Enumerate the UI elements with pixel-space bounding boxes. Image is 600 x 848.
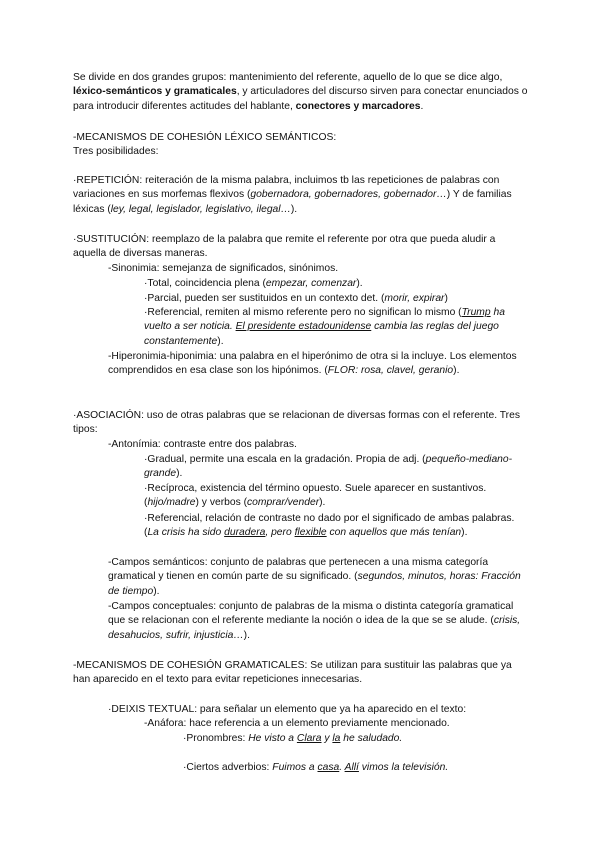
referencial-antonimia-example xyxy=(147,527,461,538)
campos-conceptuales-end: ). xyxy=(243,629,250,641)
intro-text-1: Se divide en dos grandes grupos: mantenimiento del referente, aquello de lo que se dice algo, xyxy=(73,72,503,83)
campos-conceptuales-item xyxy=(108,600,528,643)
repeticion-mid: ) Y de familias léxicas ( xyxy=(73,189,512,215)
adverbios-mid-1: Fuimos a xyxy=(272,762,318,773)
sinonimia-item: -Sinonimia: semejanza de significados, sinónimos. xyxy=(108,263,339,274)
gradual-text: ·Gradual, permite una escala en la gradación. Propia de adj. ( xyxy=(144,454,426,465)
total-end: ). xyxy=(356,278,363,289)
referencial-antonimia-end: ). xyxy=(461,527,468,539)
repeticion-text: ·REPETICIÓN: reiteración de la misma palabra, incluimos tb las repeticiones de palabras con variaciones en sus morfemas flexivos ( xyxy=(73,175,500,201)
intro-bold-conectores: conectores y marcadores xyxy=(295,100,421,112)
pronombres-mid-3: he saludado. xyxy=(340,733,403,744)
intro-bold-lexico: léxico-semánticos y gramaticales xyxy=(73,86,237,98)
campos-conceptuales-example: crisis, desahucios, sufrir, injusticia… xyxy=(108,615,521,641)
referencial-antonimia-mid-2: , pero xyxy=(265,527,295,539)
pronombres-mid-2: y xyxy=(321,733,333,744)
campos-semanticos-example: segundos, minutos, horas: Fracción de tiempo xyxy=(108,571,521,597)
total-text: ·Total, coincidencia plena ( xyxy=(144,278,266,289)
sustitucion-paragraph: ·SUSTITUCIÓN: reemplazo de la palabra que remite el referente por otra que pueda aludir a aquella de diversas maneras. xyxy=(73,234,496,260)
repeticion-example-2: ley, legal, legislador, legislativo, ilegal… xyxy=(110,203,291,215)
referencial-antonimia-item xyxy=(144,512,528,541)
intro-text-2: , y articuladores del discurso sirven para conectar enunciados o para introducir diferentes actitudes del hablante, xyxy=(73,86,528,112)
referencial-mid-1: ha vuelto a ser noticia. xyxy=(144,307,505,333)
pronombres-mid-1: He visto a xyxy=(248,733,297,744)
asociacion-paragraph: ·ASOCIACIÓN: uso de otras palabras que se relacionan de diversas formas con el referente. Tres tipos: xyxy=(73,410,520,436)
pronombres-underline-1: Clara xyxy=(296,733,322,744)
intro-paragraph xyxy=(73,71,528,114)
gradual-example: pequeño-mediano-grande xyxy=(144,454,513,480)
campos-conceptuales-text: -Campos conceptuales: conjunto de palabras de la misma o distinta categoría gramatical que se relacionan con el referente mediante la noción o idea de la que se se alude. ( xyxy=(108,601,514,627)
reciproca-item xyxy=(144,482,528,511)
referencial-end: ). xyxy=(217,335,224,347)
adverbios-label: ·Ciertos adverbios: xyxy=(183,762,273,773)
campos-semanticos-item xyxy=(108,556,528,599)
lexico-subheading: Tres posibilidades: xyxy=(73,146,159,157)
repeticion-example-1: gobernadora, gobernadores, gobernador… xyxy=(250,189,447,201)
gradual-item xyxy=(144,453,528,482)
antonimia-item: -Antonímia: contraste entre dos palabras. xyxy=(108,439,297,450)
parcial-example: morir, expirar xyxy=(384,293,445,304)
referencial-item xyxy=(144,306,528,349)
referencial-underline-2: El presidente estadounidense xyxy=(235,321,372,333)
campos-semanticos-end: ). xyxy=(153,585,160,597)
referencial-mid-2: cambia las reglas del juego constantemente xyxy=(144,321,499,347)
pronombres-example xyxy=(248,733,402,744)
reciproca-example-1: hijo/madre xyxy=(147,497,196,509)
referencial-underline-1: Trump xyxy=(461,307,491,318)
referencial-antonimia-mid-3: con aquellos que más tenían xyxy=(326,527,462,539)
adverbios-example xyxy=(272,762,448,773)
hiperonimia-text: -Hiperonimia-hiponimia: una palabra en el hiperónimo de otra si la incluye. Los elementos comprendidos en esa clase son los hipónimos. ( xyxy=(108,351,517,377)
gramatical-heading: -MECANISMOS DE COHESIÓN GRAMATICALES: Se utilizan para sustituir las palabras que ya han aparecido en el texto para evitar repeticiones innecesarias. xyxy=(73,660,512,686)
reciproca-mid: ) y verbos ( xyxy=(195,497,248,509)
deixis-item: ·DEIXIS TEXTUAL: para señalar un elemento que ya ha aparecido en el texto: xyxy=(108,704,467,715)
pronombres-underline-2: la xyxy=(332,733,341,744)
parcial-item xyxy=(144,292,528,306)
repeticion-end: ). xyxy=(290,203,298,215)
pronombres-item xyxy=(183,732,528,746)
adverbios-item xyxy=(183,761,528,775)
reciproca-example-2: comprar/vender xyxy=(247,497,320,509)
referencial-antonimia-mid-1: La crisis ha sido xyxy=(147,527,225,539)
hiperonimia-example: FLOR: rosa, clavel, geranio xyxy=(327,365,454,377)
adverbios-underline-2: Allí xyxy=(344,762,359,773)
gradual-end: ). xyxy=(176,468,183,480)
referencial-antonimia-underline-1: duradera xyxy=(224,527,266,539)
total-item xyxy=(144,277,528,291)
repeticion-paragraph xyxy=(73,174,528,217)
parcial-end: ) xyxy=(444,293,448,304)
hiperonimia-end: ). xyxy=(453,365,460,377)
reciproca-end: ). xyxy=(319,497,326,509)
anafora-item: -Anáfora: hace referencia a un elemento previamente mencionado. xyxy=(144,718,450,729)
hiperonimia-item xyxy=(108,350,528,379)
total-example: empezar, comenzar xyxy=(265,278,357,289)
adverbios-mid-3: vimos la televisión. xyxy=(358,762,449,773)
pronombres-label: ·Pronombres: xyxy=(183,733,249,744)
parcial-text: ·Parcial, pueden ser sustituidos en un contexto det. ( xyxy=(144,293,385,304)
adverbios-mid-2: . xyxy=(339,762,345,773)
campos-semanticos-text: -Campos semánticos: conjunto de palabras que pertenecen a una misma categoría gramatical y tienen en común parte de su significado. ( xyxy=(108,557,489,583)
referencial-text: ·Referencial, remiten al mismo referente pero no significan lo mismo ( xyxy=(144,307,462,318)
referencial-antonimia-underline-2: flexible xyxy=(294,527,327,539)
intro-text-3: . xyxy=(420,100,424,112)
lexico-heading: -MECANISMOS DE COHESIÓN LÉXICO SEMÁNTICOS: xyxy=(73,132,337,143)
reciproca-text: ·Recíproca, existencia del término opuesto. Suele aparecer en sustantivos. ( xyxy=(144,483,487,509)
adverbios-underline-1: casa xyxy=(317,762,340,773)
referencial-antonimia-text: ·Referencial, relación de contraste no dado por el significado de ambas palabras. ( xyxy=(144,513,515,539)
